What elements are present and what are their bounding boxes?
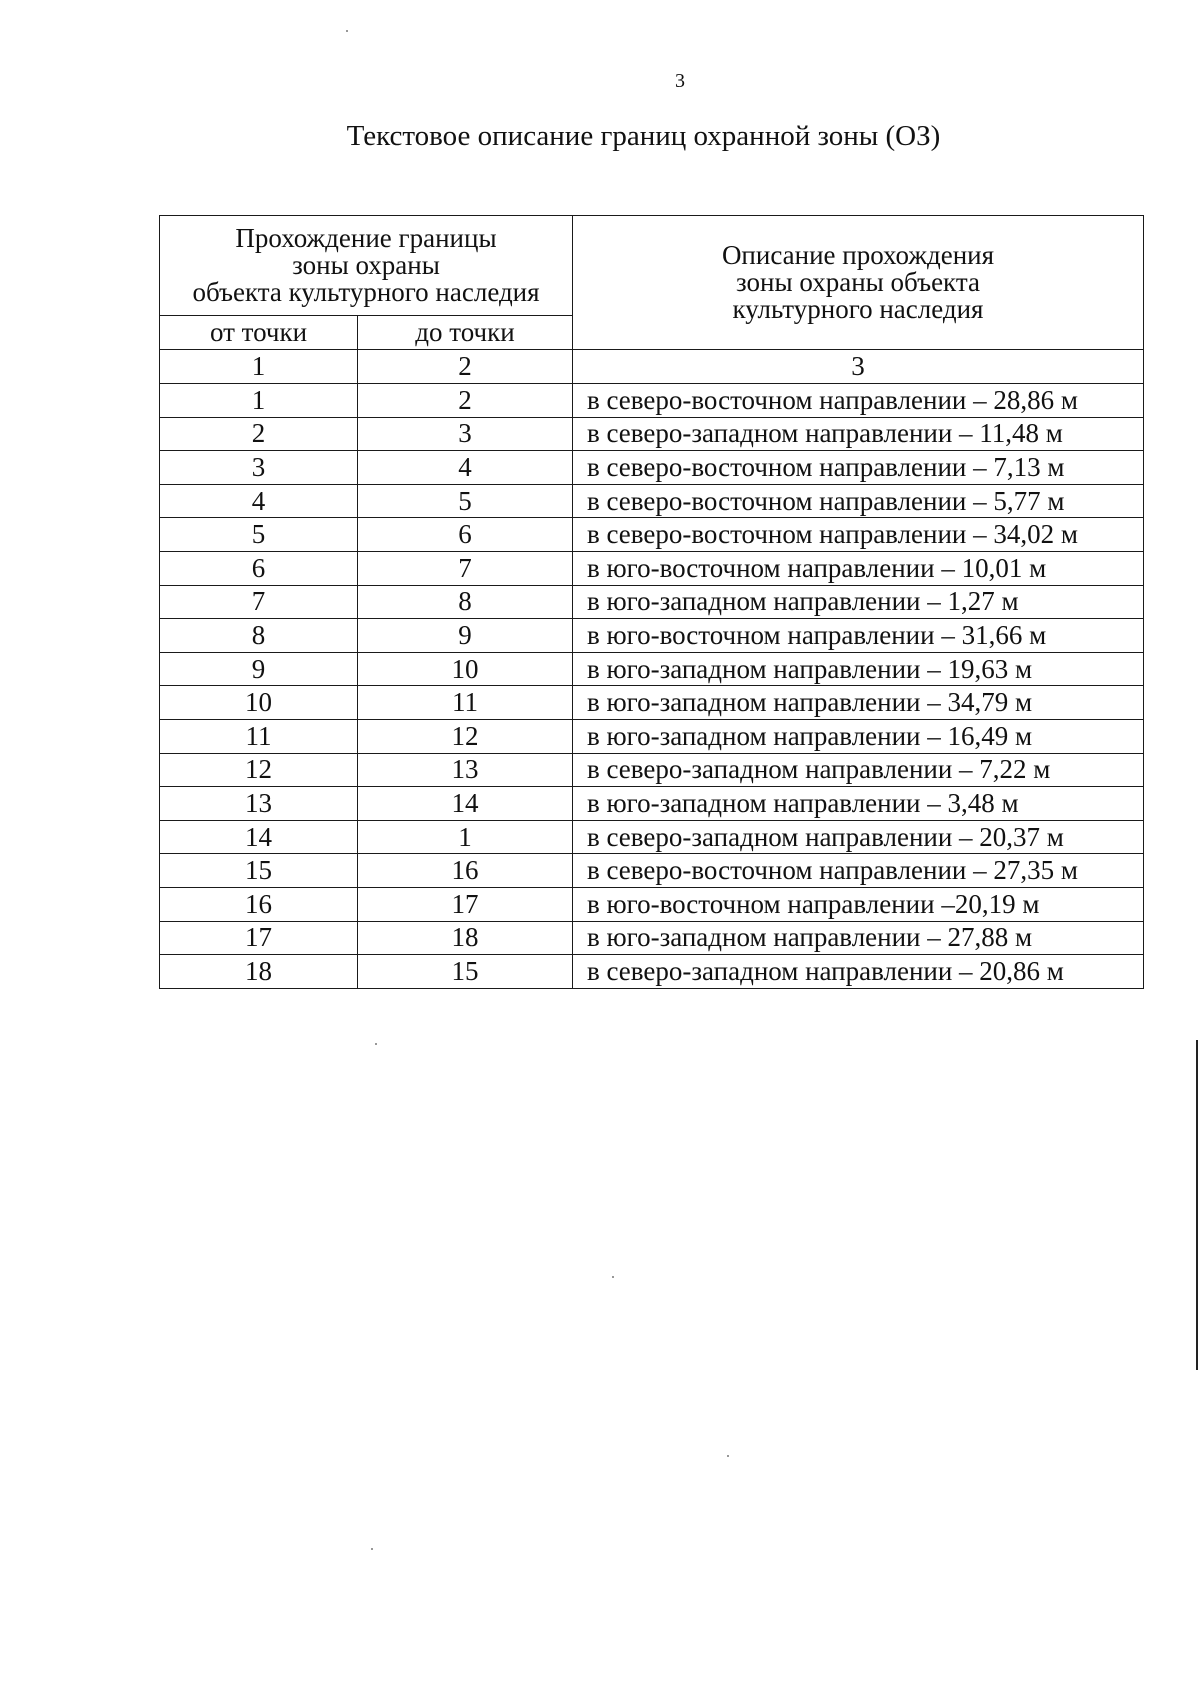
cell-from-point: 7 [160,585,358,619]
cell-from-point: 1 [160,384,358,418]
cell-to-point: 15 [358,955,573,989]
cell-from-point: 13 [160,787,358,821]
column-number-row [160,350,1144,384]
cell-to-point: 4 [358,451,573,485]
scan-speck [371,1548,373,1550]
table-row [160,955,1144,989]
cell-to-point: 2 [358,384,573,418]
cell-from-point: 6 [160,551,358,585]
cell-to-point: 14 [358,787,573,821]
table-row [160,719,1144,753]
header-boundary-passage [160,216,573,316]
table-row [160,417,1144,451]
scan-edge-mark [1196,1040,1198,1370]
cell-description: в юго-западном направлении – 19,63 м [573,652,1144,686]
table-row [160,686,1144,720]
header-desc-line-3: культурного наследия [732,294,984,324]
document-title: Текстовое описание границ охранной зоны (ОЗ) [346,120,941,152]
cell-description: в северо-западном направлении – 20,37 м [573,820,1144,854]
table-row [160,652,1144,686]
table-row [160,384,1144,418]
cell-to-point: 3 [358,417,573,451]
cell-from-point: 17 [160,921,358,955]
cell-from-point: 11 [160,719,358,753]
cell-from-point: 2 [160,417,358,451]
cell-description: в юго-западном направлении – 34,79 м [573,686,1144,720]
cell-from-point: 18 [160,955,358,989]
table-row [160,787,1144,821]
scan-speck [375,1043,377,1045]
cell-description: в юго-западном направлении – 27,88 м [573,921,1144,955]
cell-description: в юго-восточном направлении –20,19 м [573,887,1144,921]
cell-to-point: 12 [358,719,573,753]
header-group-line-3: объекта культурного наследия [192,277,540,307]
table-row [160,551,1144,585]
scan-speck [612,1276,614,1278]
cell-to-point: 9 [358,619,573,653]
header-to-point: до точки [358,316,573,350]
cell-from-point: 8 [160,619,358,653]
cell-description: в северо-восточном направлении – 27,35 м [573,854,1144,888]
cell-to-point: 11 [358,686,573,720]
table-row [160,518,1144,552]
table-row [160,820,1144,854]
scan-speck [727,1455,729,1457]
header-description [573,216,1144,350]
table-row [160,484,1144,518]
header-group-line-2: зоны охраны [292,250,440,280]
cell-description: в юго-западном направлении – 3,48 м [573,787,1144,821]
cell-to-point: 5 [358,484,573,518]
header-from-point: от точки [160,316,358,350]
cell-description: в северо-восточном направлении – 5,77 м [573,484,1144,518]
cell-from-point: 15 [160,854,358,888]
cell-description: в северо-восточном направлении – 28,86 м [573,384,1144,418]
cell-description: в северо-восточном направлении – 34,02 м [573,518,1144,552]
cell-from-point: 9 [160,652,358,686]
cell-to-point: 8 [358,585,573,619]
cell-to-point: 1 [358,820,573,854]
cell-description: в юго-восточном направлении – 31,66 м [573,619,1144,653]
table-body [160,216,1144,989]
cell-from-point: 12 [160,753,358,787]
cell-description: в северо-западном направлении – 7,22 м [573,753,1144,787]
cell-description: в северо-восточном направлении – 7,13 м [573,451,1144,485]
table-row [160,451,1144,485]
boundary-description-table [159,215,1144,989]
page-number: 3 [675,70,685,92]
cell-to-point: 18 [358,921,573,955]
cell-to-point: 17 [358,887,573,921]
table-row [160,921,1144,955]
cell-description: в юго-западном направлении – 1,27 м [573,585,1144,619]
table-row [160,854,1144,888]
cell-from-point: 3 [160,451,358,485]
column-number-2: 2 [358,350,573,384]
cell-to-point: 16 [358,854,573,888]
cell-from-point: 10 [160,686,358,720]
header-row [160,216,1144,316]
table-row [160,887,1144,921]
cell-to-point: 6 [358,518,573,552]
header-desc-line-1: Описание прохождения [721,240,995,270]
cell-to-point: 10 [358,652,573,686]
cell-description: в юго-западном направлении – 16,49 м [573,719,1144,753]
scan-speck [346,30,348,32]
header-group-line-1: Прохождение границы [235,223,497,253]
header-desc-line-2: зоны охраны объекта [736,267,980,297]
cell-to-point: 13 [358,753,573,787]
table-row [160,753,1144,787]
cell-from-point: 4 [160,484,358,518]
cell-description: в юго-восточном направлении – 10,01 м [573,551,1144,585]
cell-description: в северо-западном направлении – 20,86 м [573,955,1144,989]
column-number-1: 1 [160,350,358,384]
table-row [160,619,1144,653]
cell-from-point: 16 [160,887,358,921]
table-row [160,585,1144,619]
cell-from-point: 14 [160,820,358,854]
cell-from-point: 5 [160,518,358,552]
cell-to-point: 7 [358,551,573,585]
cell-description: в северо-западном направлении – 11,48 м [573,417,1144,451]
column-number-3: 3 [573,350,1144,384]
